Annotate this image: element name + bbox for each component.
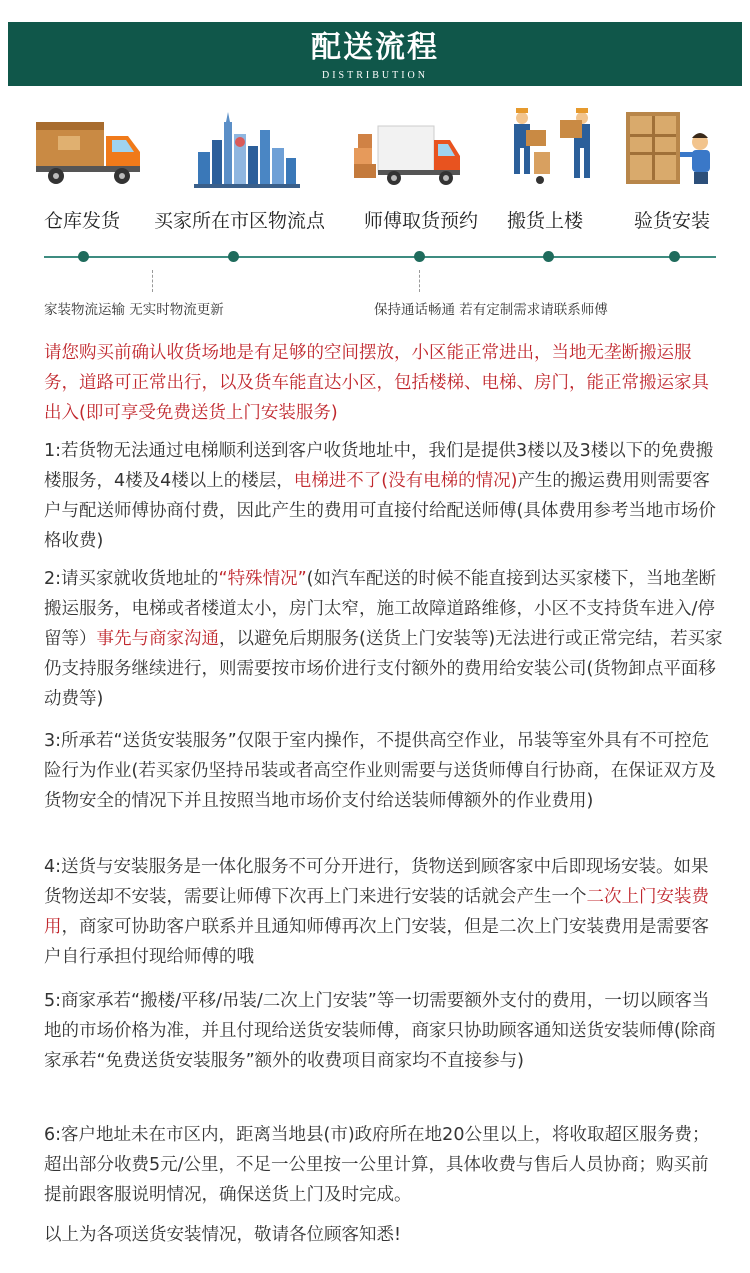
rule-paragraph-5: 5:商家承若“搬楼/平移/吊装/二次上门安装”等一切需要额外支付的费用，一切以顾客当地的市场价格为准，并且付现给送货安装师傅，商家只协助顾客通知送货安装师傅(除商家承若“免费送货安装服务”额外的收费项目商家均不直接参与) — [44, 991, 716, 1071]
rule-paragraph-6: 6:客户地址未在市区内，距离当地县(市)政府所在地20公里以上，将收取超区服务费；超出部分收费5元/公里，不足一公里按一公里计算，具体收费与售后人员协商；购买前提前跟客服说明情况，确保送货上门及时完成。 — [44, 1125, 710, 1205]
timeline-dot — [228, 251, 239, 262]
movers-icon — [500, 108, 610, 188]
header-banner — [8, 22, 742, 86]
rule-paragraph-2: 2:请买家就收货地址的“特殊情况”(如汽车配送的时候不能直接到达买家楼下，当地垄断搬运服务，电梯或者楼道太小，房门太窄，施工故障道路维修，小区不支持货车进入/停留等）事先与商家沟通，以避免后期服务(送货上门安装等)无法进行或正常完结，若买家仍支持服务继续进行，则需要按市场价进行支付额外的费用给安装公司(货物卸点平面移动费等) — [44, 569, 723, 709]
highlight-text: 事先与商家沟通 — [96, 629, 219, 649]
step-label-warehouse: 仓库发货 — [44, 210, 121, 232]
highlight-text: “特殊情况” — [218, 569, 307, 589]
step-label-install: 验货安装 — [634, 210, 711, 232]
timeline-dot — [669, 251, 680, 262]
closing-text: 以上为各项送货安装情况，敬请各位顾客知悉! — [44, 1225, 402, 1245]
timeline-dashed-connector — [152, 270, 153, 292]
city-skyline-icon — [192, 112, 302, 192]
timeline-dot — [414, 251, 425, 262]
rule-paragraph-4: 4:送货与安装服务是一体化服务不可分开进行，货物送到顾客家中后即现场安装。如果货物送却不安装，需要让师傅下次再上门来进行安装的话就会产生一个二次上门安装费用，商家可协助客户联系并且通知师傅再次上门安装，但是二次上门安装费用是需要客户自行承担付现给师傅的哦 — [44, 857, 709, 967]
highlight-text: 电梯进不了(没有电梯的情况) — [293, 471, 518, 491]
highlight-text: 二次上门安装费用 — [44, 887, 709, 937]
timeline-line — [44, 256, 716, 258]
rule-paragraph-3: 3:所承若“送货安装服务”仅限于室内操作，不提供高空作业，吊装等室外具有不可控危险行为作业(若买家仍坚持吊装或者高空作业则需要与送货师傅自行协商，在保证双方及货物安全的情况下并且按照当地市场价支付给送装师傅额外的作业费用) — [44, 731, 716, 811]
step-label-carry-upstairs: 搬货上楼 — [507, 210, 584, 232]
timeline-dashed-connector — [419, 270, 420, 292]
timeline-dot — [543, 251, 554, 262]
rule-paragraph-1: 1:若货物无法通过电梯顺利送到客户收货地址中，我们是提供3楼以及3楼以下的免费搬楼服务，4楼及4楼以上的楼层，电梯进不了(没有电梯的情况)产生的搬运费用则需要客户与配送师傅协商付费，因此产生的费用可直接付给配送师傅(具体费用参考当地市场价格收费) — [44, 441, 716, 551]
note-logistics: 家装物流运输 无实时物流更新 — [44, 302, 224, 318]
page-subtitle: DISTRIBUTION — [322, 70, 428, 81]
note-contact: 保持通话畅通 若有定制需求请联系师傅 — [374, 302, 608, 318]
truck-icon — [34, 112, 144, 192]
step-label-pickup: 师傅取货预约 — [364, 210, 479, 232]
cabinet-inspection-icon — [622, 108, 732, 188]
page-title: 配送流程 — [311, 30, 439, 65]
delivery-truck-icon — [352, 112, 462, 192]
intro-paragraph: 请您购买前确认收货场地是有足够的空间摆放，小区能正常进出，当地无垄断搬运服务，道路可正常出行，以及货车能直达小区，包括楼梯、电梯、房门，能正常搬运家具出入(即可享受免费送货上门安装服务) — [44, 343, 709, 423]
step-label-city-hub: 买家所在市区物流点 — [154, 210, 326, 232]
timeline-dot — [78, 251, 89, 262]
